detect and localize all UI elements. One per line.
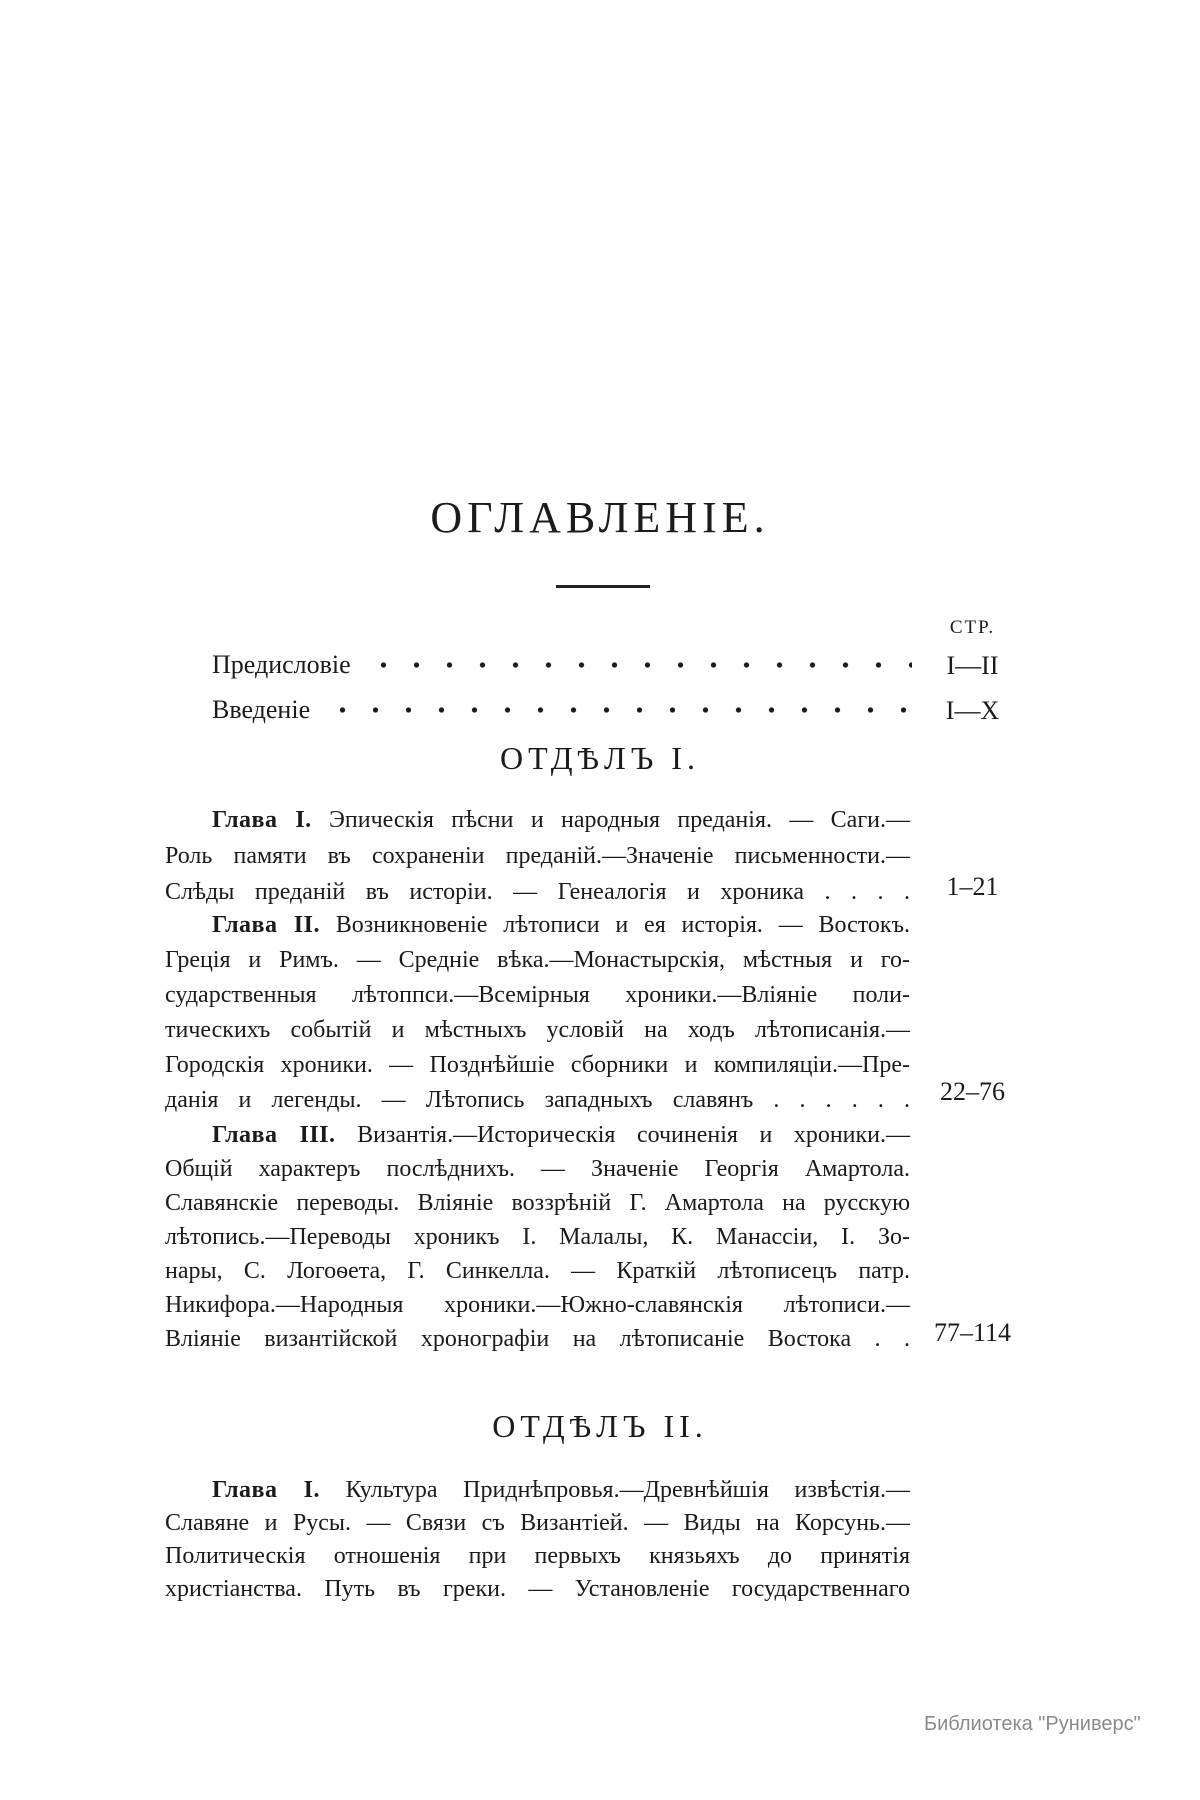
- chapter-line: Общій характеръ послѣднихъ. — Значеніе Георгія Амартола.: [165, 1156, 910, 1182]
- section-heading-2: ОТДѢЛЪ II.: [492, 1408, 708, 1444]
- chapter-line: Вліяніе византійской хронографіи на лѣтописаніе Востока . .: [165, 1326, 910, 1352]
- dot-leader: [363, 651, 912, 673]
- chapter-line: христіанства. Путь въ греки. — Установленіе государственнаго: [165, 1576, 910, 1602]
- chapter-line: тическихъ событій и мѣстныхъ условій на ходъ лѣтописанія.—: [165, 1017, 910, 1043]
- chapter-label: Глава I.: [212, 807, 312, 833]
- chapter-text: Эпическія пѣсни и народныя преданія. — Саги.—: [329, 807, 911, 833]
- toc-entry-introduction: [212, 695, 912, 725]
- dot-leader: [322, 696, 912, 718]
- page-column-header: СТР.: [949, 617, 996, 638]
- chapter-line: лѣтопись.—Переводы хроникъ І. Малалы, К. Манассіи, І. Зо-: [165, 1224, 910, 1250]
- chapter-text: Культура Приднѣпровья.—Древнѣйшія извѣстія.—: [345, 1477, 911, 1503]
- chapter-text: Возникновеніе лѣтописи и ея исторія. — Востокъ.: [335, 912, 910, 938]
- chapter-pages: 22–76: [940, 1077, 1005, 1106]
- toc-entry-label: Введеніе: [212, 695, 311, 724]
- toc-chapter-1-2: [165, 908, 910, 1118]
- page-title: ОГЛАВЛЕНІЕ.: [430, 493, 770, 542]
- title-divider-rule: [556, 585, 650, 588]
- chapter-line: данія и легенды. — Лѣтопись западныхъ славянъ . . . . . .: [165, 1087, 910, 1113]
- chapter-line: [165, 1474, 910, 1507]
- chapter-line: Славяне и Русы. — Связи съ Византіей. — Виды на Корсунь.—: [165, 1510, 910, 1536]
- chapter-line: Городскія хроники. — Позднѣйшіе сборники и компиляціи.—Пре-: [165, 1052, 910, 1078]
- toc-chapter-1-1: [165, 802, 910, 910]
- chapter-line: Никифора.—Народныя хроники.—Южно-славянскія лѣтописи.—: [165, 1292, 910, 1318]
- chapter-line: Слѣды преданій въ исторіи. — Генеалогія и хроника . . . .: [165, 879, 910, 905]
- toc-entry-pages: I—X: [945, 696, 1000, 725]
- library-watermark: Библиотека "Руниверс": [924, 1713, 1141, 1735]
- chapter-pages: 77–114: [933, 1318, 1012, 1347]
- toc-entry-label: Предисловіе: [212, 650, 351, 679]
- chapter-line: [165, 908, 910, 943]
- chapter-line: [165, 1118, 910, 1152]
- chapter-line: Греція и Римъ. — Средніе вѣка.—Монастырскія, мѣстныя и го-: [165, 947, 910, 973]
- chapter-line: нары, С. Логоѳета, Г. Синкелла. — Краткій лѣтописецъ патр.: [165, 1258, 910, 1284]
- chapter-line: Славянскіе переводы. Вліяніе воззрѣній Г. Амартола на русскую: [165, 1190, 910, 1216]
- toc-chapter-1-3: [165, 1118, 910, 1356]
- chapter-line: Политическія отношенія при первыхъ князьяхъ до принятія: [165, 1543, 910, 1569]
- chapter-line: сударственныя лѣтоппси.—Всемірныя хроники.—Вліяніе поли-: [165, 982, 910, 1008]
- chapter-line: Роль памяти въ сохраненіи преданій.—Значеніе письменности.—: [165, 843, 910, 869]
- section-heading-1: ОТДѢЛЪ I.: [500, 740, 700, 776]
- chapter-text: Византія.—Историческія сочиненія и хроники.—: [357, 1122, 911, 1148]
- toc-entry-preface: [212, 650, 912, 680]
- chapter-pages: 1–21: [946, 872, 999, 901]
- chapter-label: Глава I.: [212, 1477, 320, 1503]
- toc-chapter-2-1: [165, 1474, 910, 1606]
- toc-entry-pages: I—II: [946, 651, 999, 680]
- chapter-label: Глава III.: [212, 1122, 336, 1148]
- chapter-label: Глава II.: [212, 912, 320, 938]
- chapter-line: [165, 802, 910, 838]
